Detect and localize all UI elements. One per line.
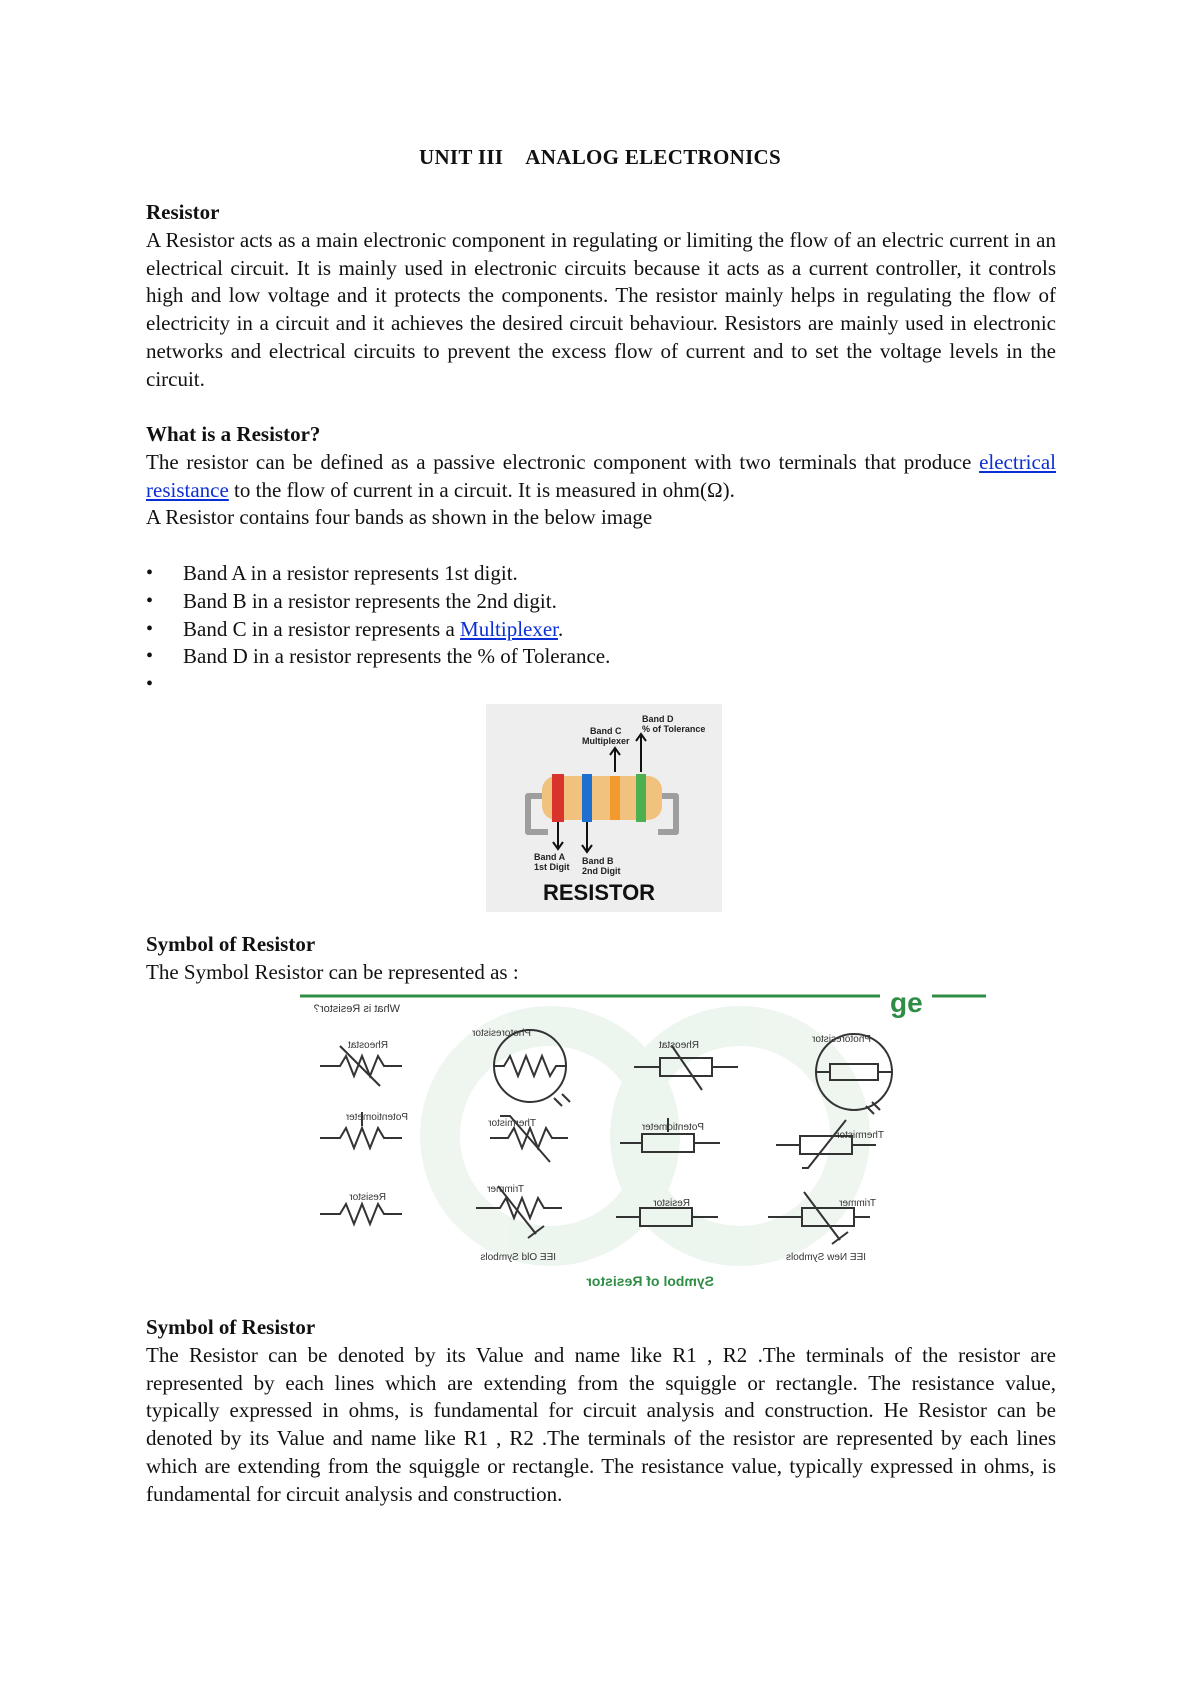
symbol-description-section [146, 1314, 1056, 1509]
label-2nd-digit: 2nd Digit [582, 866, 621, 876]
label-tolerance: % of Tolerance [642, 724, 706, 734]
label-resistor-new: Resistor [653, 1198, 690, 1209]
what-is-resistor-section [146, 421, 1056, 532]
resistor-bands-figure [486, 704, 722, 912]
definition-paragraph: The resistor can be defined as a passive electronic component with two terminals that produce electrical resistance to the flow of current in a circuit. It is measured in ohm(Ω). [146, 449, 1056, 502]
electrical-resistance-link[interactable]: electrical resistance [146, 449, 1056, 502]
resistor-symbols-illustration [300, 986, 986, 1292]
label-band-a: Band A [534, 852, 566, 862]
section-heading-symbol: Symbol of Resistor [146, 932, 316, 956]
page-title [0, 145, 1200, 170]
resistor-paragraph: A Resistor acts as a main electronic component in regulating or limiting the flow of an electric current in an electrical circuit. It is mainly used in electronic circuits because it acts as a current controller, it controls high and low voltage and it protects the components. The resistor mainly helps in regulating the flow of electricity in a circuit and it achieves the desired circuit behaviour. Resistors are mainly used in electronic networks and electrical circuits to prevent the excess flow of current and to set the voltage levels in the circuit. [146, 227, 1056, 391]
figure-caption-symbols: Symbol of Resistor [586, 1273, 714, 1289]
list-item: • Band C in a resistor represents a Multiplexer. [183, 616, 1056, 644]
resistor-symbols-figure [300, 986, 986, 1292]
resistor-old-symbol [320, 1204, 402, 1224]
resistor-bands-illustration [486, 704, 722, 912]
section-heading-symbol-2: Symbol of Resistor [146, 1315, 316, 1339]
section-heading-what-is-resistor: What is a Resistor? [146, 422, 321, 446]
label-resistor-old: Resistor [349, 1192, 386, 1203]
figure-header-text: What is Resistor? [313, 1003, 400, 1015]
label-old-symbols: IEE Old Symbols [480, 1252, 556, 1263]
subject-label: ANALOG ELECTRONICS [525, 145, 781, 169]
label-band-d: Band D [642, 714, 674, 724]
band-b [582, 774, 592, 822]
unit-label: UNIT III [418, 145, 504, 169]
band-list [146, 560, 1056, 699]
label-potentiometer-new: Potentiometer [641, 1122, 704, 1133]
label-photoresistor-old: Photoresistor [472, 1028, 531, 1039]
list-item: • Band D in a resistor represents the % of Tolerance. [183, 643, 1056, 671]
label-trimmer-new: Trimmer [839, 1198, 876, 1209]
label-thermistor-new: Thermistor [836, 1130, 884, 1141]
figure-caption-resistor: RESISTOR [543, 880, 656, 905]
label-potentiometer-old: Potentiometer [345, 1112, 408, 1123]
symbol-intro-line: The Symbol Resistor can be represented as : [146, 959, 519, 984]
band-c [610, 776, 620, 820]
symbol-description-paragraph: The Resistor can be denoted by its Value and name like R1 , R2 .The terminals of the resistor are represented by each lines which are extending from the squiggle or rectangle. The resistance value, typically expressed in ohms, is fundamental for circuit analysis and construction. He Resistor can be denoted by its Value and name like R1 , R2 .The terminals of the resistor are represented by each lines which are extending from the squiggle or rectangle. The resistance value, typically expressed in ohms, is fundamental for circuit analysis and construction. [146, 1342, 1056, 1506]
label-rheostat-old: Rheostat [347, 1040, 388, 1051]
watermark-logo [440, 1026, 850, 1246]
label-new-symbols: IEE New Symbols [785, 1252, 866, 1263]
label-band-c: Band C [590, 726, 622, 736]
list-item: • Band A in a resistor represents 1st digit. [183, 560, 1056, 588]
label-trimmer-old: Trimmer [487, 1184, 524, 1195]
band-d [636, 774, 646, 822]
list-item-empty [183, 671, 1056, 699]
label-thermistor-old: Thermistor [488, 1118, 536, 1129]
band-a [552, 774, 564, 822]
label-rheostat-new: Rheostat [658, 1040, 699, 1051]
label-multiplexer: Multiplexer [582, 736, 630, 746]
list-item: • Band B in a resistor represents the 2nd digit. [183, 588, 1056, 616]
brand-logo: ge [890, 987, 923, 1018]
bands-intro-line: A Resistor contains four bands as shown in the below image [146, 505, 653, 530]
label-band-b: Band B [582, 856, 614, 866]
resistor-section [146, 199, 1056, 394]
multiplexer-link[interactable]: Multiplexer [460, 616, 559, 641]
symbol-section [146, 931, 1056, 987]
potentiometer-old-symbol [320, 1128, 402, 1148]
label-1st-digit: 1st Digit [534, 862, 570, 872]
band-list-container [146, 560, 1056, 699]
label-photoresistor-new: Photoresistor [812, 1034, 871, 1045]
section-heading-resistor: Resistor [146, 200, 220, 224]
